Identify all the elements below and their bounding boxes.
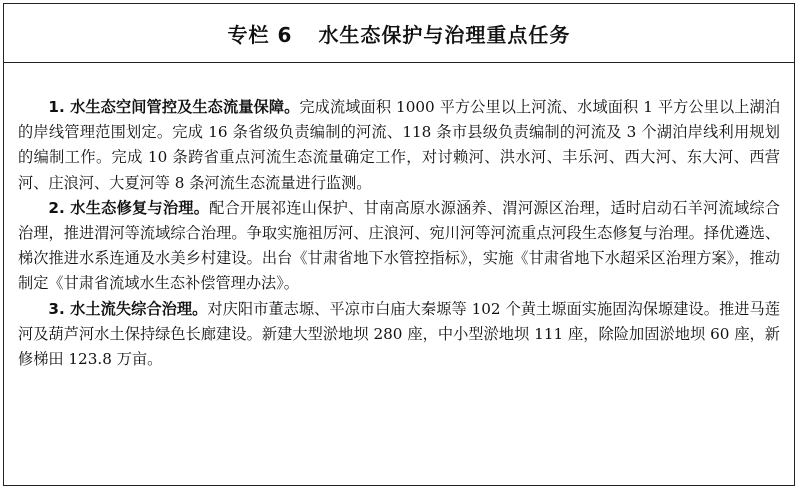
task-heading: 3. 水土流失综合治理。 bbox=[48, 299, 208, 318]
task-item-ecological-space bbox=[18, 95, 780, 196]
task-item-restoration bbox=[18, 196, 780, 297]
task-text: 完成流域面积 1000 平方公里以上河流、水域面积 1 平方公里以上湖泊的岸线管理范围划定。完成 16 条省级负责编制的河流、118 条市县级负责编制的河流及 3 个湖泊岸线利用规划的编制工作。完成 10 条跨省重点河流生态流量确定工作，对讨赖河、洪水河、丰乐河、西大河、东大河、西营河、庄浪河、大夏河等 8 条河流生态流量进行监测。 bbox=[18, 98, 781, 192]
column-title: 水生态保护与治理重点任务 bbox=[318, 22, 571, 47]
task-heading: 1. 水生态空间管控及生态流量保障。 bbox=[48, 98, 300, 116]
column-box bbox=[3, 3, 795, 486]
column-label: 专栏 6 bbox=[227, 22, 293, 47]
task-item-soil-erosion bbox=[18, 297, 780, 373]
task-text: 配合开展祁连山保护、甘南高原水源涵养、渭河源区治理，适时启动石羊河流域综合治理，推进渭河等流域综合治理。争取实施祖厉河、庄浪河、宛川河等河流重点河段生态修复与治理。择优遴选、梯次推进水系连通及水美乡村建设。出台《甘肃省地下水管控指标》，实施《甘肃省地下水超采区治理方案》，推动制定《甘肃省流域水生态补偿管理办法》。 bbox=[18, 198, 780, 293]
column-body bbox=[4, 63, 794, 372]
task-text: 对庆阳市董志塬、平凉市白庙大秦塬等 102 个黄土塬面实施固沟保塬建设。推进马莲河及葫芦河水土保持绿色长廊建设。新建大型淤地坝 280 座，中小型淤地坝 111 座，除险加固淤地坝 60 座，新修梯田 123.8 万亩。 bbox=[18, 299, 780, 369]
task-heading: 2. 水生态修复与治理。 bbox=[48, 198, 210, 217]
column-header bbox=[4, 4, 794, 63]
